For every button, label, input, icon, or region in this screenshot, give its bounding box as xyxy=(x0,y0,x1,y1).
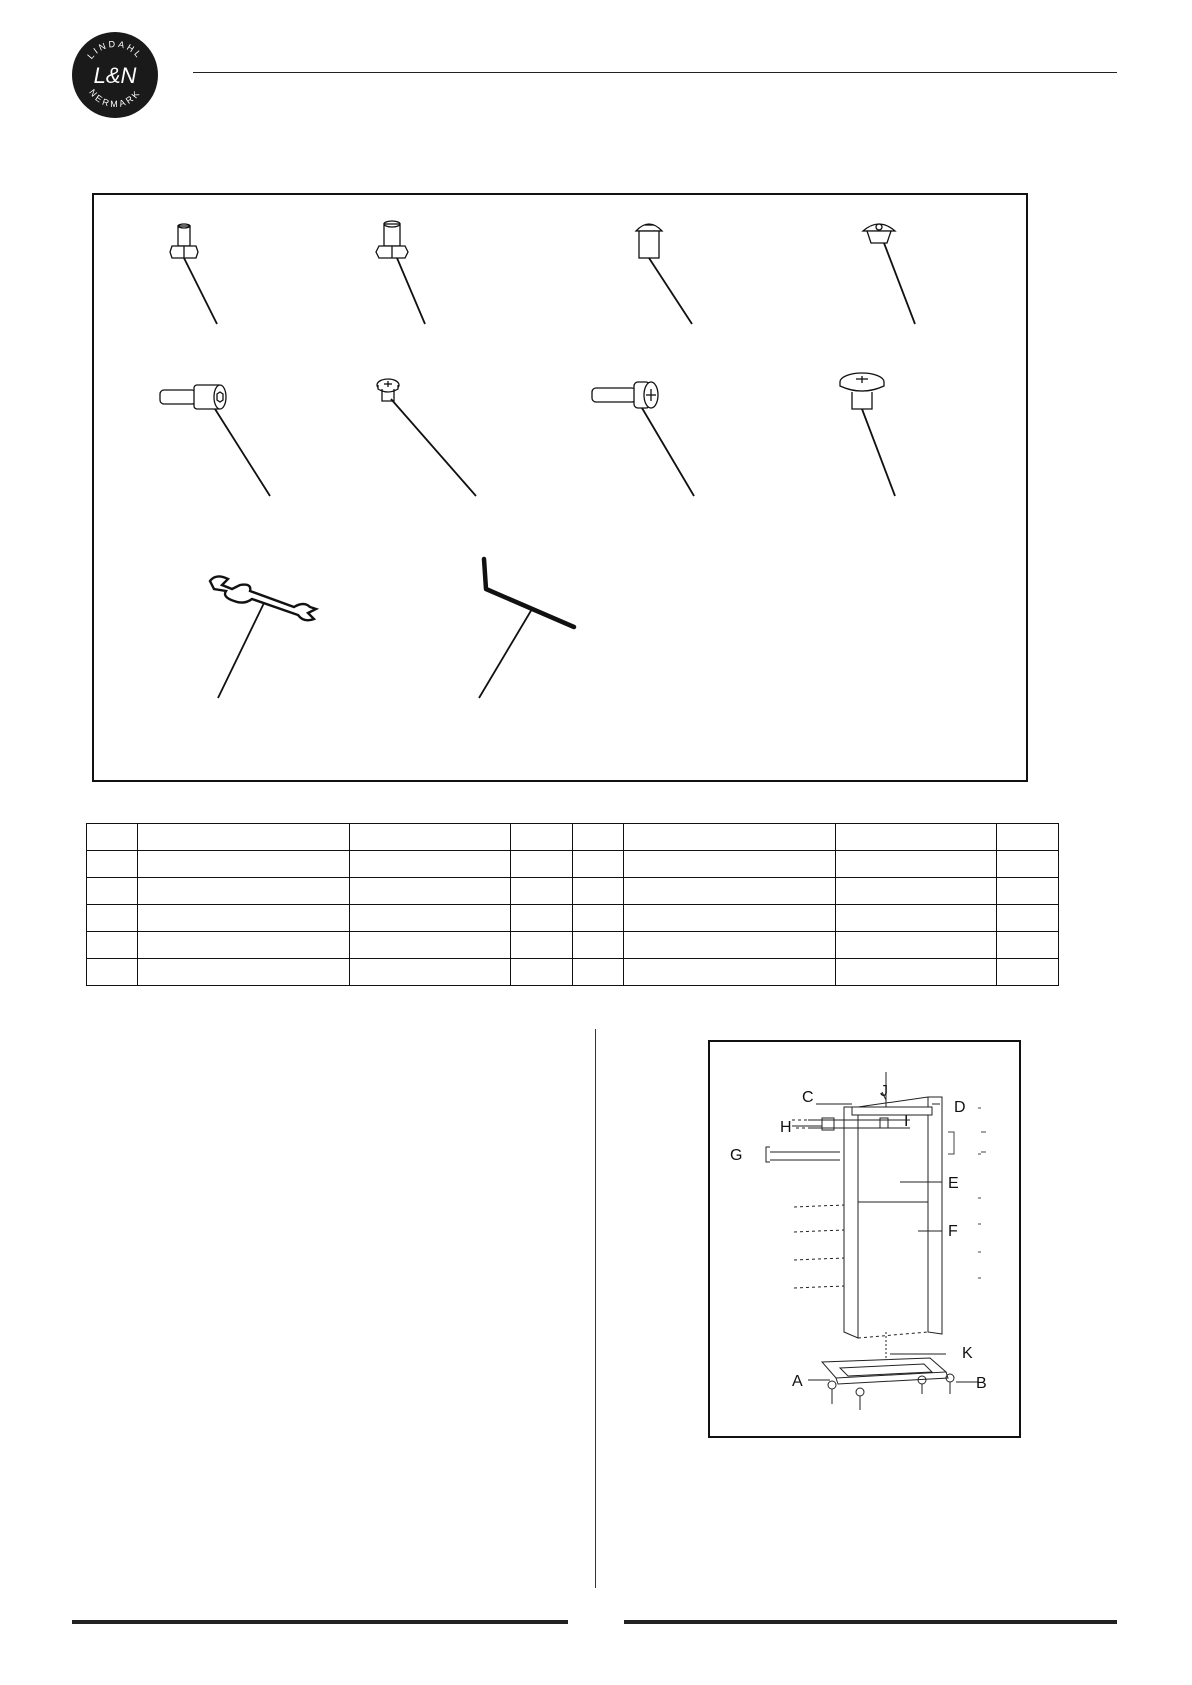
table-row xyxy=(87,905,1059,932)
parts-table-body xyxy=(87,824,1059,986)
footer-rule-right xyxy=(624,1620,1117,1624)
table-row xyxy=(87,959,1059,986)
table-cell xyxy=(836,932,997,959)
hex-nut-icon xyxy=(376,221,425,324)
table-cell xyxy=(350,959,511,986)
part-label-j: J xyxy=(880,1083,888,1100)
table-cell xyxy=(350,851,511,878)
table-cell xyxy=(836,878,997,905)
table-cell xyxy=(138,959,350,986)
table-cell xyxy=(624,878,836,905)
table-cell xyxy=(350,932,511,959)
frame-panel xyxy=(844,1072,942,1362)
table-cell xyxy=(997,824,1059,851)
table-cell xyxy=(511,878,573,905)
table-cell xyxy=(511,959,573,986)
part-label-a: A xyxy=(792,1373,803,1390)
table-cell xyxy=(624,824,836,851)
table-cell xyxy=(350,878,511,905)
phillips-screw-icon xyxy=(592,382,694,496)
table-cell xyxy=(87,851,138,878)
screw-set-left xyxy=(792,1120,844,1288)
table-cell xyxy=(573,851,624,878)
table-cell xyxy=(573,878,624,905)
table-cell xyxy=(573,905,624,932)
table-cell xyxy=(997,932,1059,959)
table-cell xyxy=(836,824,997,851)
brand-logo xyxy=(71,31,159,119)
table-cell xyxy=(87,878,138,905)
table-cell xyxy=(573,959,624,986)
socket-cap-screw-icon xyxy=(160,385,270,496)
hex-bolt-icon xyxy=(170,224,217,324)
part-label-k: K xyxy=(962,1345,973,1362)
table-row xyxy=(87,878,1059,905)
part-label-i: I xyxy=(904,1113,909,1130)
table-cell xyxy=(87,932,138,959)
table-cell xyxy=(624,905,836,932)
parts-table xyxy=(86,823,1059,986)
logo-monogram: L&N xyxy=(93,63,137,88)
table-cell xyxy=(87,959,138,986)
table-cell xyxy=(997,851,1059,878)
table-cell xyxy=(836,959,997,986)
screw-set-right xyxy=(948,1108,986,1278)
table-cell xyxy=(511,905,573,932)
table-cell xyxy=(511,932,573,959)
table-cell xyxy=(997,878,1059,905)
part-label-b: B xyxy=(976,1375,987,1392)
table-row xyxy=(87,824,1059,851)
table-cell xyxy=(836,905,997,932)
table-cell xyxy=(997,905,1059,932)
table-cell xyxy=(836,851,997,878)
table-cell xyxy=(624,932,836,959)
column-divider xyxy=(595,1029,596,1588)
table-cell xyxy=(138,905,350,932)
table-cell xyxy=(138,878,350,905)
part-label-h: H xyxy=(780,1119,792,1136)
logo-arc-top: LINDAHL xyxy=(85,38,145,61)
table-cell xyxy=(511,851,573,878)
table-cell xyxy=(997,959,1059,986)
footer-rule-left xyxy=(72,1620,568,1624)
phillips-screw-icon xyxy=(840,373,895,496)
table-cell xyxy=(350,824,511,851)
table-cell xyxy=(511,824,573,851)
part-label-e: E xyxy=(948,1175,959,1192)
button-head-bolt-icon xyxy=(636,224,692,324)
caster-base xyxy=(822,1358,954,1410)
assembly-diagram xyxy=(708,1040,1021,1438)
table-cell xyxy=(573,824,624,851)
part-label-f: F xyxy=(948,1223,958,1240)
part-label-c: C xyxy=(802,1089,814,1106)
table-cell xyxy=(87,824,138,851)
table-row xyxy=(87,851,1059,878)
table-cell xyxy=(138,851,350,878)
wrench-icon xyxy=(210,576,316,698)
part-label-g: G xyxy=(730,1147,743,1164)
table-cell xyxy=(138,824,350,851)
table-row xyxy=(87,932,1059,959)
table-cell xyxy=(350,905,511,932)
table-cell xyxy=(87,905,138,932)
table-cell xyxy=(624,851,836,878)
table-cell xyxy=(624,959,836,986)
table-cell xyxy=(138,932,350,959)
allen-key-icon xyxy=(479,559,574,698)
logo-arc-bottom: NERMARK xyxy=(87,87,143,110)
hardware-diagram xyxy=(92,193,1028,782)
button-head-bolt-icon xyxy=(863,224,915,324)
part-label-d: D xyxy=(954,1099,966,1116)
phillips-screw-icon xyxy=(377,379,476,496)
header-rule xyxy=(193,72,1117,73)
table-cell xyxy=(573,932,624,959)
